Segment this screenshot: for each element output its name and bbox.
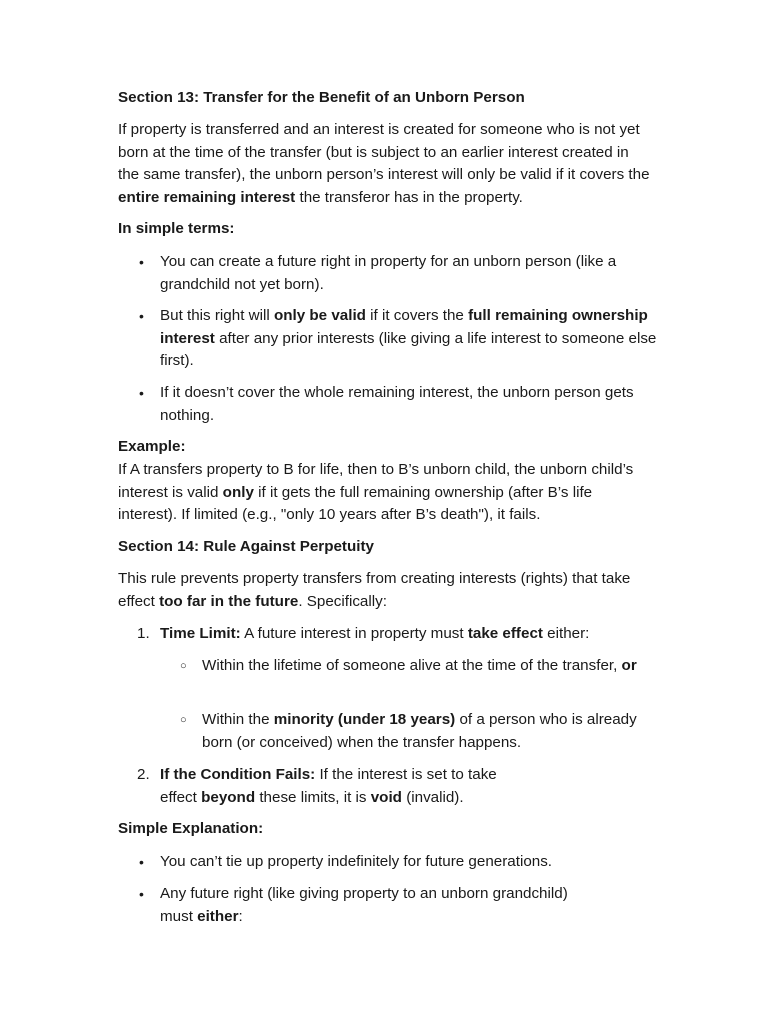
number-marker: 2.: [137, 766, 150, 783]
text-run: If property is transferred and an interest is created for someone who is not yet born at the time of the transfer (but is subject to an earlier interest created in the same transfer), the unborn person’s interest will only be valid if it covers the: [118, 121, 650, 184]
bold-text-run: entire remaining interest: [118, 188, 296, 206]
text-run: after any prior interests (like giving a life interest to someone else first).: [160, 329, 657, 370]
circle-bullet-icon: ○: [180, 714, 187, 726]
list-item-text: [160, 885, 568, 925]
text-run: If A transfers property to B for life, then to B’s unborn child, the unborn child’s interest is valid: [118, 461, 634, 501]
example-heading: Example:: [118, 438, 186, 455]
list-item: [139, 851, 660, 874]
list-item: [139, 382, 660, 427]
sub-list-item: [180, 709, 662, 754]
numbered-item: [137, 623, 660, 646]
list-item: [139, 251, 660, 296]
numbered-item: [137, 764, 520, 809]
section-13-intro: [118, 119, 654, 209]
bold-text-run: Time Limit:: [160, 625, 241, 642]
bold-text-run: If the Condition Fails:: [160, 766, 316, 783]
bold-text-run: only: [222, 483, 254, 501]
simple-terms-heading: In simple terms:: [118, 220, 235, 237]
text-run: Within the: [202, 711, 274, 728]
list-item-text: [160, 253, 616, 293]
text-run: Any future right (like giving property to an unborn grandchild) must: [160, 885, 568, 925]
bold-text-run: full remaining ownership interest: [160, 307, 648, 347]
text-run: . Specifically:: [298, 592, 387, 610]
sub-list-item-text: [202, 711, 637, 751]
text-run: You can create a future right in property for an unborn person (like a grandchild not yet born).: [160, 253, 617, 293]
bold-text-run: or: [621, 657, 637, 674]
bullet-marker: •: [139, 854, 144, 870]
bullet-marker: •: [139, 886, 144, 902]
text-run: Within the lifetime of someone alive at the time of the transfer,: [202, 657, 622, 674]
bold-text-run: minority (under 18 years): [273, 711, 456, 728]
simple-explanation-heading: Simple Explanation:: [118, 820, 264, 837]
bullet-marker: •: [139, 254, 144, 270]
text-run: This rule prevents property transfers from creating interests (rights) that take effect: [118, 570, 631, 610]
text-run: either:: [542, 625, 590, 642]
text-run: the transferor has in the property.: [295, 188, 523, 206]
bold-text-run: either: [197, 907, 239, 925]
section-13-title: Section 13: Transfer for the Benefit of an Unborn Person: [118, 89, 525, 106]
text-run: You can’t tie up property indefinitely for future generations.: [160, 853, 553, 870]
text-run: If the interest is set to take effect: [160, 766, 497, 806]
sub-list-item-text: [202, 657, 637, 674]
bold-text-run: only be valid: [273, 307, 366, 324]
example-text: [118, 459, 654, 527]
bullet-marker: •: [139, 385, 144, 401]
text-run: of a person who is already born (or conceived) when the transfer happens.: [202, 711, 637, 751]
list-item-text: [160, 307, 656, 369]
numbered-item-text: [160, 766, 497, 806]
list-item-text: [160, 853, 552, 870]
bold-text-run: beyond: [201, 788, 256, 806]
text-run: A future interest in property must: [240, 625, 468, 642]
text-run: If it doesn’t cover the whole remaining interest, the unborn person gets nothing.: [160, 384, 634, 424]
list-item: [139, 305, 660, 373]
number-marker: 1.: [137, 625, 150, 642]
text-run: these limits, it is: [255, 788, 371, 806]
list-item-text: [160, 384, 634, 424]
text-run: But this right will: [160, 307, 274, 324]
list-item: [139, 883, 600, 928]
section-14-title: Section 14: Rule Against Perpetuity: [118, 538, 374, 555]
section-14-intro: [118, 568, 654, 613]
text-run: if it covers the: [365, 307, 469, 324]
bold-text-run: take effect: [467, 625, 543, 642]
bold-text-run: void: [370, 788, 402, 806]
numbered-item-text: [160, 625, 589, 642]
sub-list-item: [180, 655, 662, 678]
text-run: (invalid).: [401, 788, 464, 806]
text-run: if it gets the full remaining ownership (after B’s life interest). If limited (e.g., "only 10 years after B’s death"), it fails.: [118, 483, 593, 524]
text-run: :: [238, 907, 243, 925]
circle-bullet-icon: ○: [180, 660, 187, 672]
bullet-marker: •: [139, 308, 144, 324]
bold-text-run: too far in the future: [159, 592, 299, 610]
